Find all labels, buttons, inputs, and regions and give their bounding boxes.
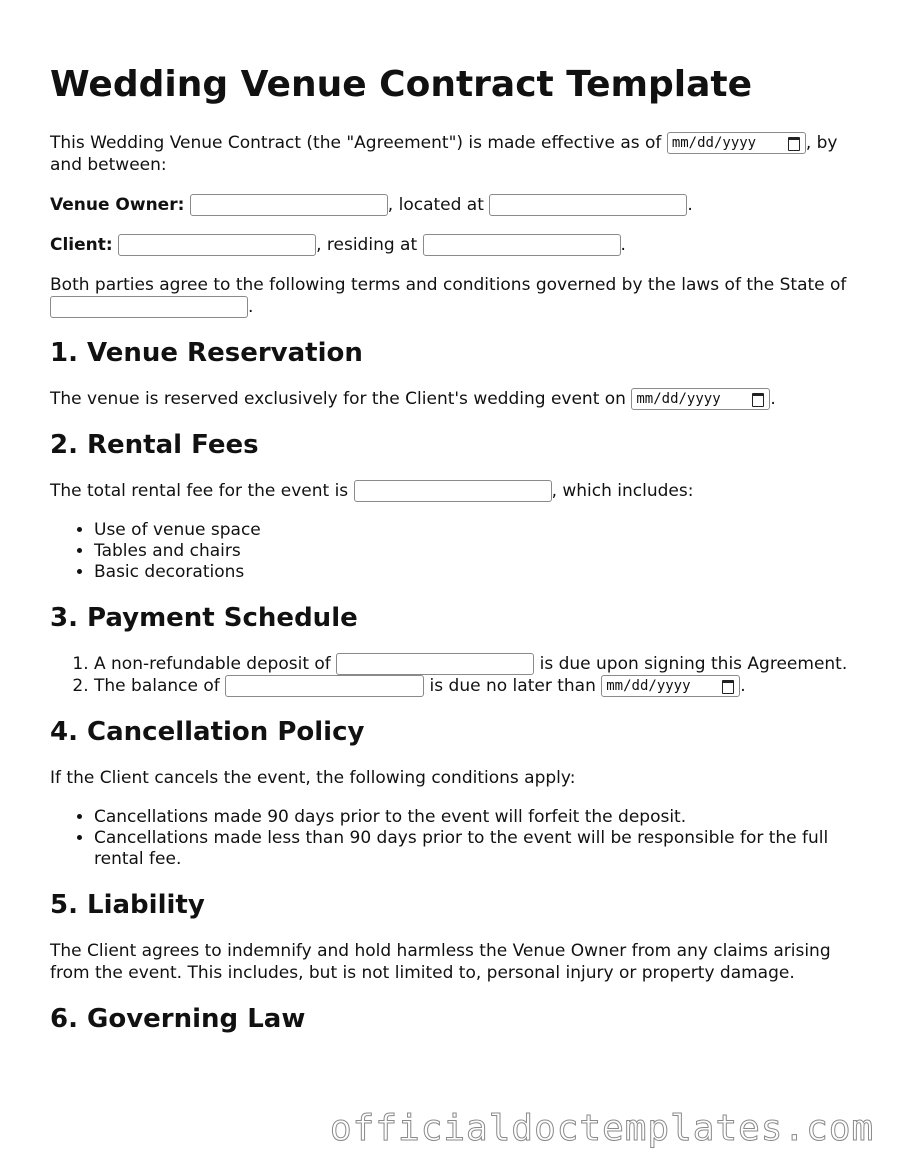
residing-at-text: , residing at bbox=[316, 235, 423, 255]
period: . bbox=[248, 297, 254, 317]
event-date-input[interactable] bbox=[631, 388, 770, 410]
venue-owner-name-input[interactable] bbox=[190, 194, 388, 216]
period: . bbox=[687, 195, 693, 215]
deposit-text: A non-refundable deposit of bbox=[94, 654, 337, 674]
governing-paragraph bbox=[50, 274, 868, 318]
calendar-icon[interactable] bbox=[752, 393, 764, 407]
calendar-icon[interactable] bbox=[788, 137, 800, 151]
date-placeholder: mm/dd/yyyy bbox=[671, 135, 757, 151]
venue-owner-label: Venue Owner: bbox=[50, 195, 185, 215]
list-item bbox=[94, 653, 868, 675]
date-placeholder: mm/dd/yyyy bbox=[606, 678, 691, 694]
balance-due-date-input[interactable] bbox=[601, 675, 740, 697]
cancellation-paragraph: If the Client cancels the event, the following conditions apply: bbox=[50, 768, 576, 788]
venue-address-input[interactable] bbox=[489, 194, 687, 216]
reservation-paragraph bbox=[50, 388, 868, 410]
fees-list bbox=[50, 520, 868, 583]
client-paragraph bbox=[50, 234, 868, 256]
deposit-input[interactable] bbox=[336, 653, 534, 675]
client-address-input[interactable] bbox=[423, 234, 621, 256]
watermark-text: officialdoctemplates.com bbox=[330, 1108, 875, 1149]
fees-paragraph bbox=[50, 480, 868, 502]
section-heading-liability: 5. Liability bbox=[50, 890, 205, 920]
list-item: • Tables and chairs bbox=[94, 541, 868, 562]
balance-input[interactable] bbox=[225, 675, 424, 697]
cancellation-list bbox=[50, 807, 868, 870]
list-item: • Cancellations made less than 90 days prior to the event will be responsible for the full rental fee. bbox=[94, 828, 868, 870]
list-item bbox=[94, 675, 868, 697]
client-name-input[interactable] bbox=[118, 234, 316, 256]
section-heading-payment: 3. Payment Schedule bbox=[50, 603, 358, 633]
period: . bbox=[770, 389, 776, 409]
date-placeholder: mm/dd/yyyy bbox=[636, 391, 721, 407]
period: . bbox=[620, 235, 626, 255]
rental-fee-input[interactable] bbox=[354, 480, 552, 502]
section-heading-reservation: 1. Venue Reservation bbox=[50, 338, 363, 368]
list-item: • Cancellations made 90 days prior to the event will forfeit the deposit. bbox=[94, 807, 868, 828]
balance-due-text: is due no later than bbox=[424, 676, 602, 696]
governing-text: Both parties agree to the following terms and conditions governed by the laws of the State of bbox=[50, 275, 847, 295]
intro-text-end: , by and between: bbox=[50, 133, 838, 175]
effective-date-input[interactable] bbox=[667, 132, 806, 154]
venue-owner-paragraph bbox=[50, 194, 868, 216]
liability-paragraph: The Client agrees to indemnify and hold harmless the Venue Owner from any claims arising from the event. This includes, but is not limited to, personal injury or property damage. bbox=[50, 941, 831, 983]
period: . bbox=[740, 676, 746, 696]
reservation-text: The venue is reserved exclusively for the Client's wedding event on bbox=[50, 389, 632, 409]
balance-text: The balance of bbox=[94, 676, 226, 696]
state-input[interactable] bbox=[50, 296, 248, 318]
document-title: Wedding Venue Contract Template bbox=[50, 64, 753, 105]
client-label: Client: bbox=[50, 235, 113, 255]
deposit-text-end: is due upon signing this Agreement. bbox=[534, 654, 848, 674]
fees-text: The total rental fee for the event is bbox=[50, 481, 354, 501]
payment-list bbox=[50, 653, 868, 697]
calendar-icon[interactable] bbox=[722, 680, 734, 694]
section-heading-law: 6. Governing Law bbox=[50, 1004, 306, 1034]
located-at-text: , located at bbox=[387, 195, 490, 215]
list-item: • Basic decorations bbox=[94, 562, 868, 583]
list-item: • Use of venue space bbox=[94, 520, 868, 541]
intro-paragraph bbox=[50, 132, 868, 176]
section-heading-fees: 2. Rental Fees bbox=[50, 430, 259, 460]
document bbox=[50, 0, 868, 1054]
intro-text: This Wedding Venue Contract (the "Agreement") is made effective as of bbox=[50, 133, 667, 153]
fees-text-end: , which includes: bbox=[551, 481, 694, 501]
section-heading-cancellation: 4. Cancellation Policy bbox=[50, 717, 365, 747]
